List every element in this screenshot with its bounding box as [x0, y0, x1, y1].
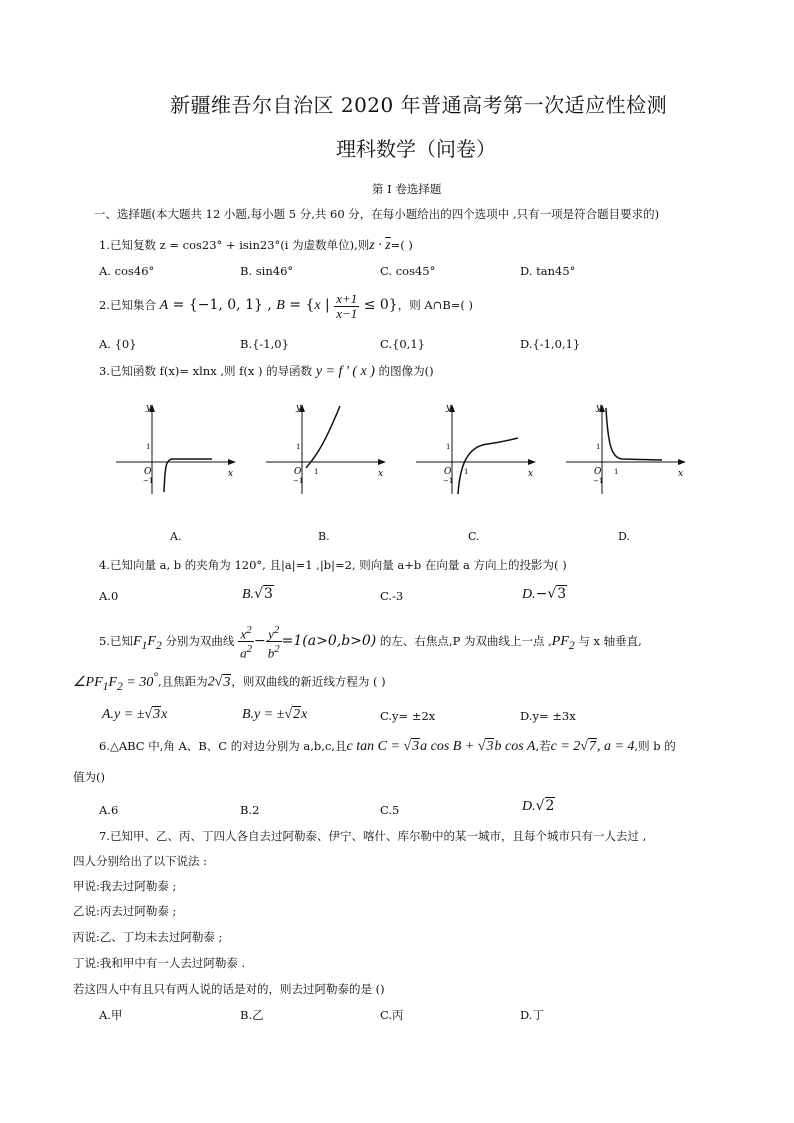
q6-stem-c: ,则 b 的 — [634, 739, 676, 753]
q5-frac-y: $\frac{y^2}{b^2}$ — [267, 624, 280, 661]
q5-stem-a: 5.已知 — [99, 633, 133, 648]
exam-title: 新疆维吾尔自治区 2020 年普通高考第一次适应性检测 — [170, 93, 668, 117]
q7-statement-3: 丙说:乙、丁均未去过阿勒泰 ; — [73, 930, 223, 944]
q3-derivative: y = f ' ( x ) — [315, 364, 375, 379]
q1-option-d: D. tan45° — [520, 264, 576, 278]
question-7-line1: 7.已知甲、乙、丙、丁四人各自去过阿勒泰、伊宁、喀什、库尔勒中的某一城市，且每个城市只有一人去过 , — [99, 829, 647, 843]
question-6-line2: 值为() — [73, 770, 105, 784]
svg-text:O: O — [594, 467, 602, 477]
q2-set-a: A — [159, 298, 169, 313]
q6-option-a: A.6 — [99, 803, 119, 817]
svg-text:1: 1 — [464, 468, 469, 476]
q7-option-a: A.甲 — [99, 1008, 123, 1022]
question-4: 4.已知向量 a, b 的夹角为 120°, 且|a|=1 ,|b|=2, 则向量 a+b 在向量 a 方向上的投影为( ) — [99, 558, 567, 572]
question-2: 2.已知集合 A = {−1, 0, 1} , B = {x | $\frac{x+1}{x-1}$ ≤ 0}，则 A∩B=( ) — [99, 290, 474, 321]
q5-option-a: A.y = ±√3x — [102, 707, 168, 722]
q5-option-d: D.y= ±3x — [520, 709, 576, 723]
graph-c-label: C. — [468, 530, 480, 543]
q5-line2-c: ，则双曲线的新近线方程为 ( ) — [231, 674, 386, 689]
svg-text:y: y — [146, 403, 152, 413]
q6-option-c: C.5 — [380, 803, 400, 817]
q5-line2-b: ,且焦距为 — [158, 674, 208, 689]
q4-option-a: A.0 — [99, 589, 119, 603]
svg-text:1: 1 — [146, 443, 151, 451]
q2-stem: 2.已知集合 — [99, 298, 156, 312]
q1-option-c: C. cos45° — [380, 264, 436, 278]
svg-text:y: y — [296, 403, 302, 413]
q2-tail: ，则 A∩B=( ) — [397, 298, 474, 312]
svg-text:x: x — [528, 469, 534, 479]
graph-a — [112, 396, 242, 496]
graph-d — [562, 396, 692, 496]
q5-option-c: C.y= ±2x — [380, 709, 436, 723]
svg-text:O: O — [444, 467, 452, 477]
q6-option-d: D.√2 — [522, 798, 555, 814]
q5-stem-d: 与 x 轴垂直, — [578, 633, 642, 648]
svg-text:−1: −1 — [143, 477, 154, 485]
q5-stem-c: 的左、右焦点,P 为双曲线上一点 , — [379, 633, 552, 648]
question-5-line2: $\angle PF_1F_2 = 30^\circ$,且焦距为2√3，则双曲线的新近线方程为 ( ) — [73, 670, 386, 693]
q1-option-a: A. cos46° — [99, 264, 155, 278]
svg-text:1: 1 — [596, 443, 601, 451]
q7-option-b: B.乙 — [240, 1008, 264, 1022]
svg-text:−1: −1 — [293, 477, 304, 485]
q7-statement-1: 甲说:我去过阿勒泰 ; — [73, 879, 177, 893]
svg-text:1: 1 — [314, 468, 319, 476]
exam-subtitle: 理科数学（问卷） — [336, 137, 496, 161]
graph-a-label: A. — [170, 530, 182, 543]
q2-option-d: D.{-1,0,1} — [520, 337, 581, 351]
svg-text:O: O — [294, 467, 302, 477]
section-heading: 第 I 卷选择题 — [372, 182, 442, 196]
instructions: 一、选择题(本大题共 12 小题,每小题 5 分,共 60 分，在每小题给出的四个选项中 ,只有一项是符合题目要求的) — [94, 207, 660, 221]
q7-statement-4: 丁说:我和甲中有一人去过阿勒泰 . — [73, 956, 246, 970]
question-5: 5.已知$F_1F_2$ 分别为双曲线 $\frac{x^2}{a^2}$ − $\frac{y^2}{b^2}$ =1(a>0,b>0) 的左、右焦点,P 为双曲线上一点 $,PF_2$ 与 x 轴垂直, — [99, 624, 642, 661]
svg-text:x: x — [378, 469, 384, 479]
q6-stem-a: 6.△ABC 中,角 A、B、C 的对边分别为 a,b,c,且 — [99, 739, 347, 753]
q4-option-d-label: D. — [522, 587, 536, 602]
q2-option-a: A. {0} — [99, 337, 137, 351]
q3-stem: 3.已知函数 f(x)= xlnx ,则 f(x ) 的导函数 — [99, 364, 313, 378]
q4-option-b-label: B. — [242, 587, 255, 602]
svg-text:y: y — [446, 403, 452, 413]
svg-text:y: y — [596, 403, 602, 413]
svg-text:x: x — [678, 469, 684, 479]
svg-text:x: x — [228, 469, 234, 479]
q6-option-b: B.2 — [240, 803, 260, 817]
q2-fraction: $\frac{x+1}{x-1}$ — [336, 290, 358, 321]
q2-option-c: C.{0,1} — [380, 337, 425, 351]
question-6: 6.△ABC 中,角 A、B、C 的对边分别为 a,b,c,且c tan C = √3a cos B + √3b cos A,若c = 2√7, a = 4,则 b 的 — [99, 739, 676, 754]
q1-option-b: B. sin46° — [240, 264, 294, 278]
question-1 — [99, 238, 413, 253]
q4-option-b: B.√3 — [242, 586, 273, 602]
q3-tail: 的图像为() — [378, 364, 434, 378]
question-3 — [99, 364, 434, 379]
q1-tail: =( ) — [390, 238, 413, 252]
graph-b-label: B. — [318, 530, 330, 543]
q6-stem-b: ,若 — [535, 739, 551, 753]
svg-text:1: 1 — [296, 443, 301, 451]
graph-d-label: D. — [618, 530, 630, 543]
q2-set-b: B — [276, 298, 285, 313]
q7-question: 若这四人中有且只有两人说的话是对的，则去过阿勒泰的是 () — [73, 982, 385, 996]
q5-frac-x: $\frac{x^2}{a^2}$ — [240, 624, 252, 661]
q5-stem-b: 分别为双曲线 — [165, 633, 235, 648]
svg-text:O: O — [144, 467, 152, 477]
q1-stem: 1.已知复数 z = cos23° + isin23°(i 为虚数单位),则 — [99, 238, 370, 252]
graph-b — [262, 396, 392, 496]
svg-text:1: 1 — [446, 443, 451, 451]
q1-math: $z \cdot \overline{z}$ — [369, 238, 391, 253]
q5-option-b: B.y = ±√2x — [242, 707, 308, 722]
q2-option-b: B.{-1,0} — [240, 337, 289, 351]
q4-option-d: D.−√3 — [522, 586, 567, 602]
q7-statement-2: 乙说:丙去过阿勒泰 ; — [73, 904, 177, 918]
svg-text:−1: −1 — [443, 477, 454, 485]
svg-text:−1: −1 — [593, 477, 604, 485]
q4-option-c: C.-3 — [380, 589, 404, 603]
q6-option-d-label: D. — [522, 799, 536, 814]
question-7-line2: 四人分别给出了以下说法 : — [73, 854, 208, 868]
q7-option-c: C.丙 — [380, 1008, 404, 1022]
q7-option-d: D.丁 — [520, 1008, 544, 1022]
svg-text:1: 1 — [614, 468, 619, 476]
graph-c — [412, 396, 542, 496]
